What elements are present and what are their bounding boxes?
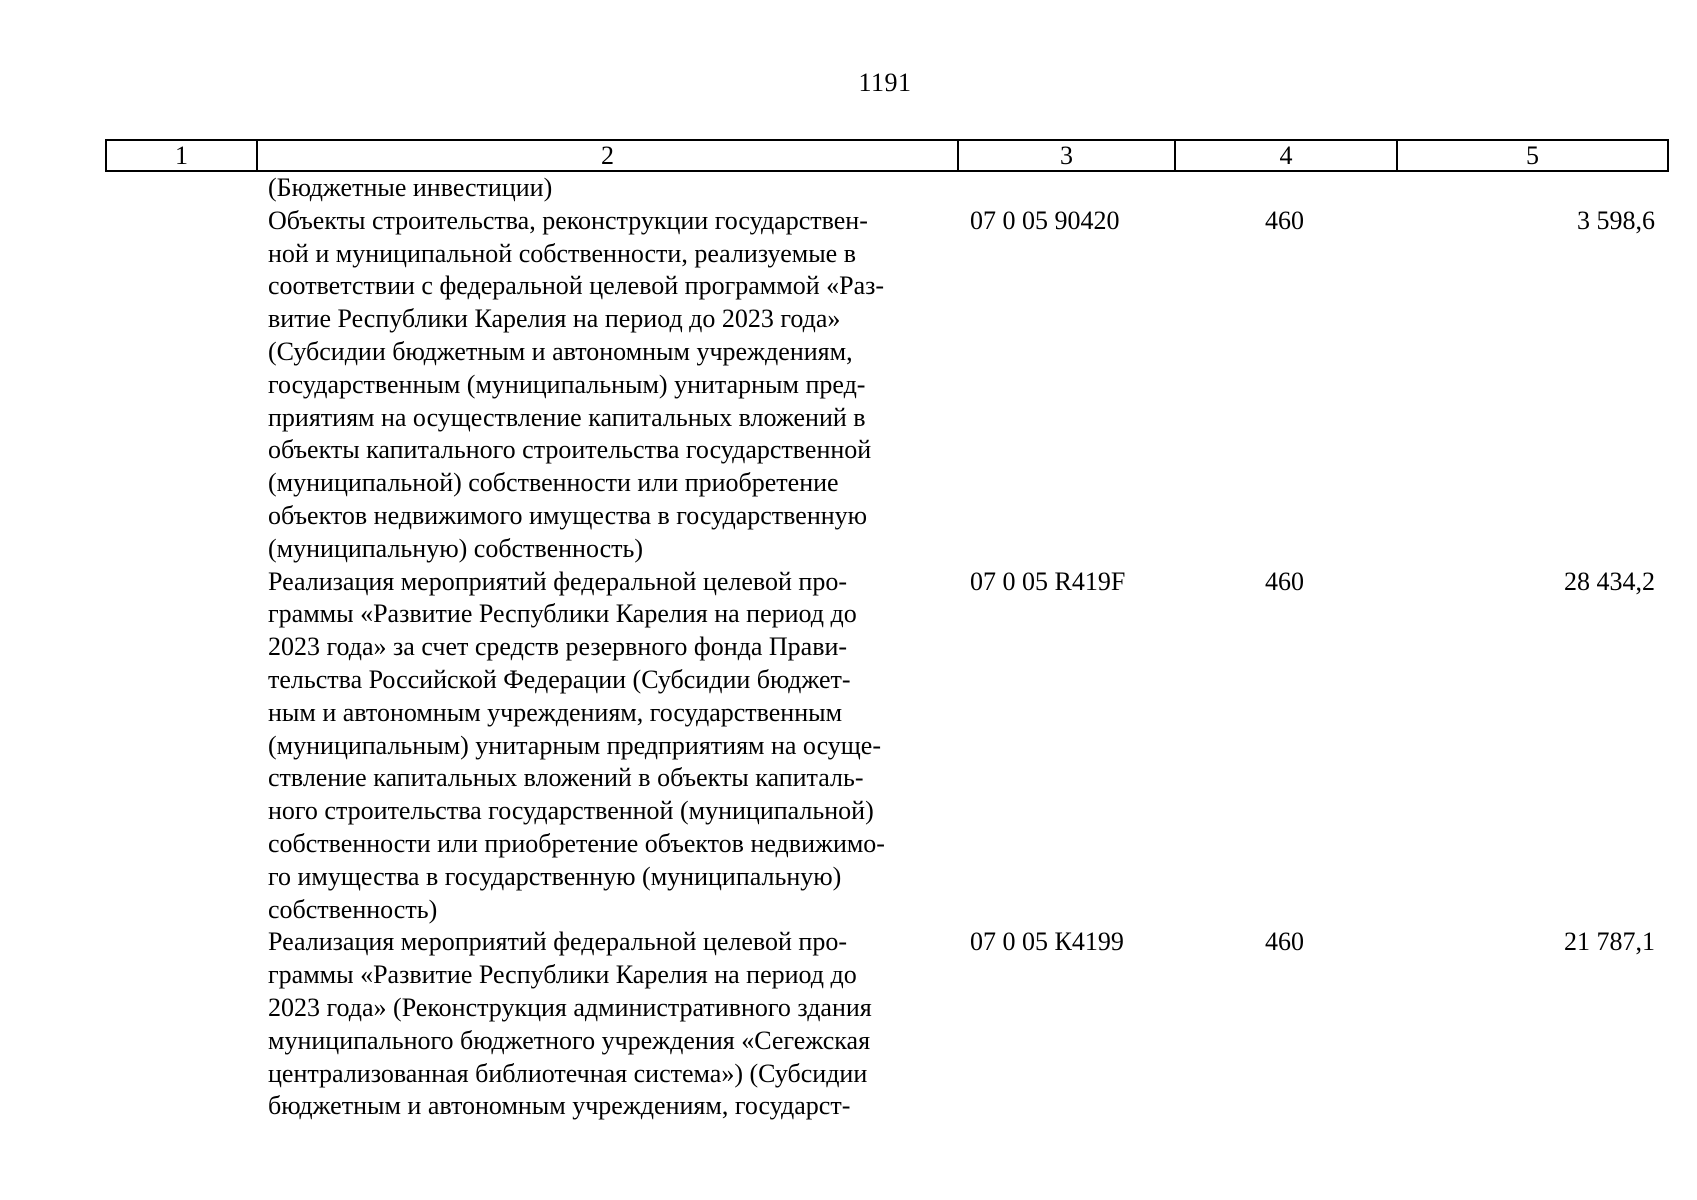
table-body: [0, 172, 1697, 1123]
row-amount: 28 434,2: [1564, 566, 1655, 596]
row-amount: 3 598,6: [1577, 205, 1655, 235]
table-row: [0, 566, 1697, 927]
table-row: [0, 926, 1697, 1123]
description-line: бюджетным и автономным учреждениям, государст-: [268, 1091, 851, 1121]
description-line: тельства Российской Федерации (Субсидии бюджет-: [268, 664, 851, 694]
description-line: соответствии с федеральной целевой программой «Раз-: [268, 271, 885, 301]
row-expense-type: 460: [1265, 566, 1304, 596]
description-line: объекты капитального строительства государственной: [268, 435, 872, 465]
column-header-2: 2: [257, 140, 958, 171]
row-description: [268, 926, 948, 1123]
description-line: ной и муниципальной собственности, реализуемые в: [268, 238, 856, 268]
description-line: ным и автономным учреждениям, государственным: [268, 697, 843, 727]
row-target-code: 07 0 05 R419F: [970, 566, 1126, 596]
description-line: (Субсидии бюджетным и автономным учреждениям,: [268, 336, 853, 366]
description-line: (муниципальным) унитарным предприятиям на осуще-: [268, 730, 881, 760]
row-description: [268, 566, 948, 927]
row-amount: 21 787,1: [1564, 927, 1655, 957]
row-target-code: 07 0 05 90420: [970, 205, 1120, 235]
row-description: [268, 205, 948, 566]
column-header-4: 4: [1175, 140, 1397, 171]
description-line: Реализация мероприятий федеральной целевой про-: [268, 566, 847, 596]
description-line: (Бюджетные инвестиции): [268, 173, 553, 202]
description-line: Реализация мероприятий федеральной целевой про-: [268, 927, 847, 957]
description-line: (муниципальной) собственности или приобретение: [268, 468, 839, 498]
description-line: приятиям на осуществление капитальных вложений в: [268, 402, 866, 432]
description-line: централизованная библиотечная система») (Субсидии: [268, 1058, 868, 1088]
description-line: 2023 года» за счет средств резервного фонда Прави-: [268, 632, 848, 662]
row-description: [268, 172, 948, 205]
column-header-row: [106, 140, 1668, 171]
description-line: собственность): [268, 894, 438, 924]
column-header-1: 1: [106, 140, 257, 171]
description-line: государственным (муниципальным) унитарным пред-: [268, 369, 866, 399]
description-line: го имущества в государственную (муниципальную): [268, 861, 842, 891]
description-line: муниципального бюджетного учреждения «Сегежская: [268, 1025, 871, 1055]
description-line: ствление капитальных вложений в объекты капиталь-: [268, 763, 864, 793]
description-line: ного строительства государственной (муниципальной): [268, 796, 874, 826]
description-line: (муниципальную) собственность): [268, 533, 644, 563]
row-expense-type: 460: [1265, 205, 1304, 235]
description-line: 2023 года» (Реконструкция административного здания: [268, 992, 872, 1022]
column-header-3: 3: [958, 140, 1175, 171]
table-row: [0, 205, 1697, 566]
row-target-code: 07 0 05 К4199: [970, 927, 1124, 957]
description-line: витие Республики Карелия на период до 2023 года»: [268, 304, 841, 334]
table-row: [0, 172, 1697, 205]
page-number: 1191: [858, 68, 912, 97]
row-expense-type: 460: [1265, 927, 1304, 957]
description-line: Объекты строительства, реконструкции государствен-: [268, 205, 868, 235]
description-line: собственности или приобретение объектов недвижимо-: [268, 828, 885, 858]
description-line: граммы «Развитие Республики Карелия на период до: [268, 599, 857, 629]
description-line: объектов недвижимого имущества в государственную: [268, 500, 868, 530]
column-header-5: 5: [1397, 140, 1668, 171]
description-line: граммы «Развитие Республики Карелия на период до: [268, 960, 857, 990]
column-header-table: [105, 139, 1669, 172]
